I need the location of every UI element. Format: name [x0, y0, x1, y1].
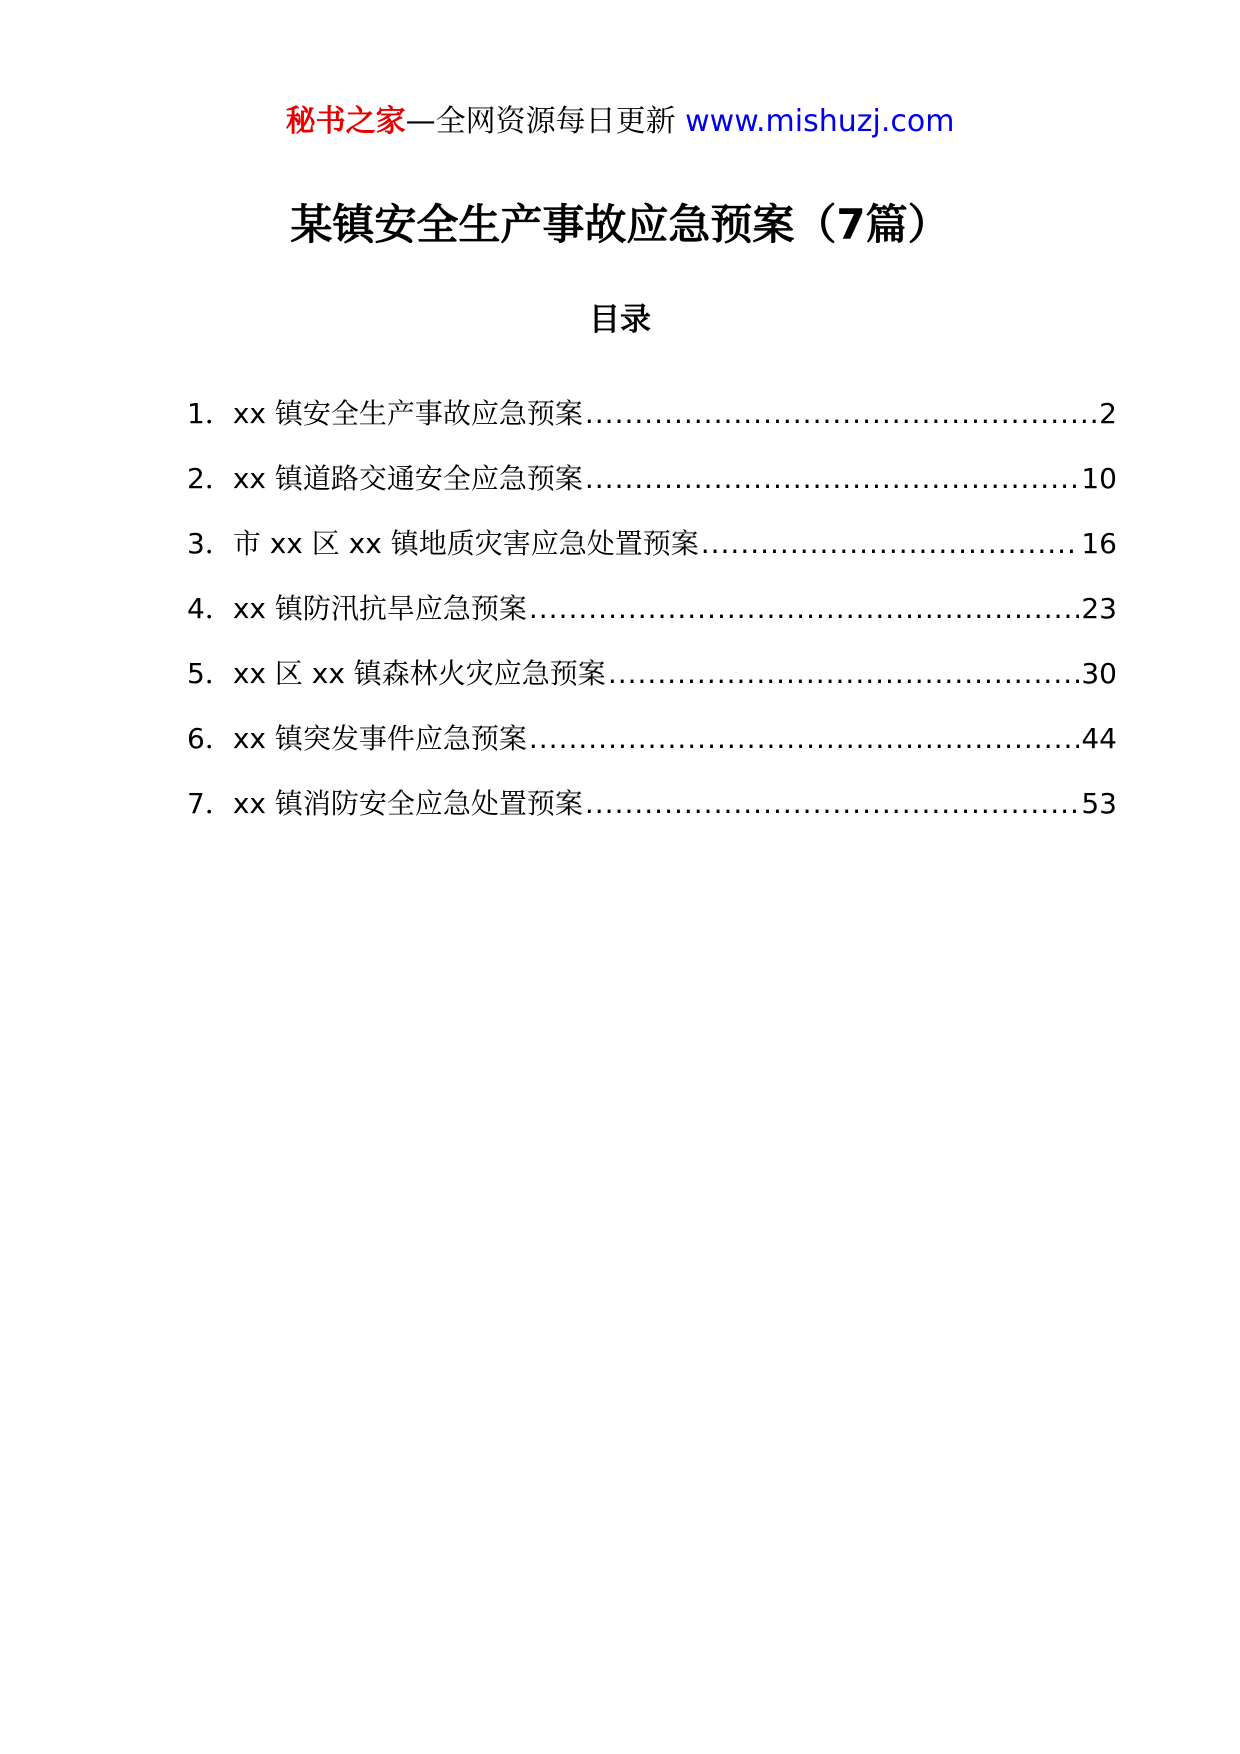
document-title: 某镇安全生产事故应急预案（7篇）: [290, 200, 950, 249]
site-header: [0, 100, 1240, 144]
toc-entry-page: 30: [1081, 657, 1117, 690]
toc-entry-title: xx 镇安全生产事故应急预案: [232, 397, 583, 430]
toc-entry-page: 44: [1081, 722, 1117, 755]
table-of-contents: [187, 391, 1117, 846]
toc-entry-5[interactable]: [187, 651, 1117, 716]
toc-dot-leader: [529, 716, 1079, 762]
toc-entry-page: 10: [1081, 462, 1117, 495]
toc-entry-6[interactable]: [187, 716, 1117, 781]
toc-entry-title: xx 镇防汛抗旱应急预案: [232, 592, 527, 625]
toc-entry-number: 4．: [187, 592, 233, 625]
toc-heading: 目录: [589, 302, 651, 338]
toc-entry-number: 7．: [187, 787, 233, 820]
toc-entry-page: 23: [1081, 592, 1117, 625]
toc-entry-title: xx 镇消防安全应急处置预案: [232, 787, 583, 820]
site-url-link[interactable]: www.mishuzj.com: [685, 104, 955, 139]
toc-entry-number: 3．: [187, 527, 233, 560]
site-tagline: —全网资源每日更新: [405, 104, 676, 139]
site-brand: 秘书之家: [285, 104, 406, 139]
toc-entry-4[interactable]: [187, 586, 1117, 651]
toc-entry-title: 市 xx 区 xx 镇地质灾害应急处置预案: [232, 527, 699, 560]
toc-entry-3[interactable]: [187, 521, 1117, 586]
toc-entry-number: 6．: [187, 722, 233, 755]
toc-entry-page: 2: [1099, 397, 1117, 430]
toc-entry-page: 53: [1081, 787, 1117, 820]
toc-dot-leader: [585, 391, 1097, 437]
toc-entry-number: 5．: [187, 657, 233, 690]
toc-entry-2[interactable]: [187, 456, 1117, 521]
toc-entry-number: 1．: [187, 397, 233, 430]
toc-entry-title: xx 区 xx 镇森林火灾应急预案: [232, 657, 606, 690]
toc-entry-7[interactable]: [187, 781, 1117, 846]
toc-entry-page: 16: [1081, 527, 1117, 560]
toc-dot-leader: [608, 651, 1080, 697]
toc-dot-leader: [529, 586, 1079, 632]
toc-dot-leader: [701, 521, 1080, 567]
toc-dot-leader: [585, 781, 1079, 827]
toc-entry-number: 2．: [187, 462, 233, 495]
toc-entry-title: xx 镇道路交通安全应急预案: [232, 462, 583, 495]
toc-entry-1[interactable]: [187, 391, 1117, 456]
toc-dot-leader: [585, 456, 1079, 502]
toc-entry-title: xx 镇突发事件应急预案: [232, 722, 527, 755]
